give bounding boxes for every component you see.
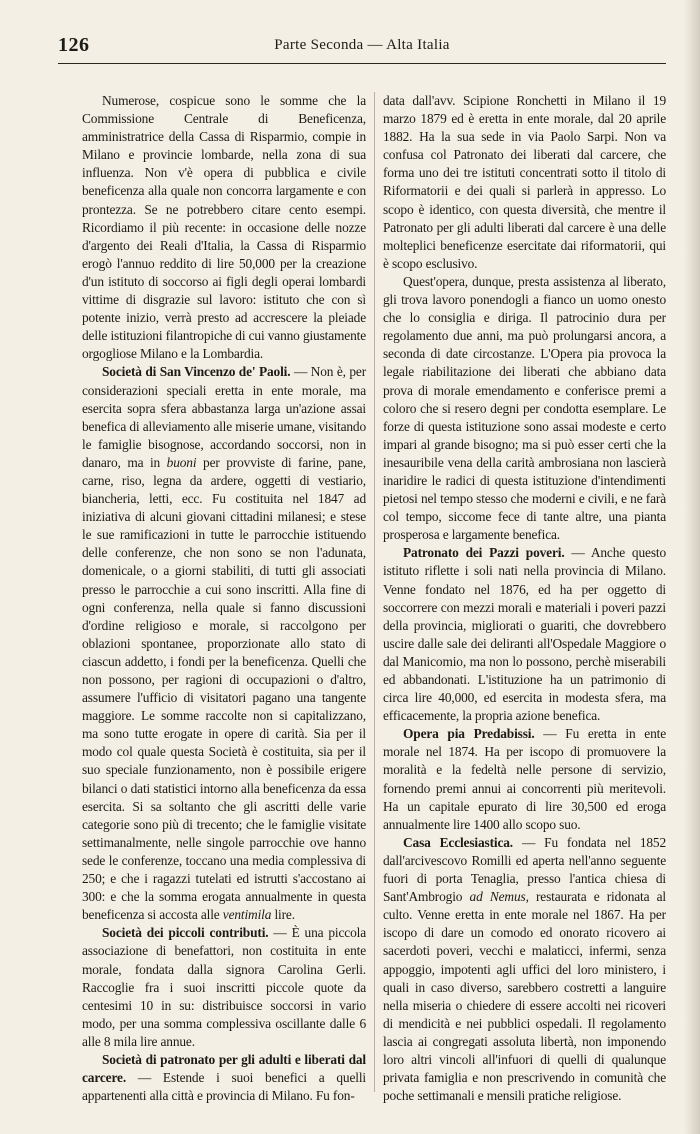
text-casa-ecclesiastica-b: , restaurata e ridonata al culto. Venne eretta in ente morale nel 1867. Ha per iscopo di dare un comodo ed onorato ricovero ai sacerdoti poveri, vecchi e malaticci, infermi, senza appoggio, impotenti agli uffici del loro ministero, i quali in caso diverso, sarebbero costretti a languire nella miseria o chiedere di essere accolti nei ricoveri di mendicità e nei pubblici ospedali. Il regolamento lascia ai congregati assoluta libertà, non imponendo loro altri vincoli all'infuori di quelli di qualunque privata famiglia e non prescrivendo in comunità che poche settimanali e mensili pratiche religiose. <box>383 889 667 1104</box>
paragraph-opera-assistenza: Quest'opera, dunque, presta assistenza al liberato, gli trova lavoro ponendogli a fianco un uomo onesto che lo consiglia e diriga. Il patrocinio dura per regolamento due anni, ma può prolungarsi ancora, a seconda di date circostanze. L'Opera pia provoca la legale riabilitazione dei liberati che abbiano data prova di morale emendamento e conferisce premi a coloro che si resero degni per condotta esemplare. Le forze di questa istituzione sono assai modeste e certo impari al grande bisogno; ma si può esser certi che la inesauribile vena della carità ambrosiana non lascierà inaridire le radici di questa istituzione d'intendimenti pietosi nel tempo stesso che moderni e civili, e ne farà col tempo, siccome fece di tante altre, una pianta prosperosa e largamente benefica. <box>383 273 666 543</box>
text-san-vincenzo-b: per provviste di farine, pane, carne, riso, legna da ardere, oggetti di vestiario, biancheria, letti, ecc. Fu costituita nel 1847 ad iniziativa di alcuni giovani cittadini milanesi; e stese le sue ramificazioni in tutte le parrocchie istituendo delle conferenze, che non sono se non l'adunata, domenicale, o a giorni stabiliti, di tutti gli associati presso le parrocchie a cui sono inscritti. Alla fine di ogni conferenza, nella quale si fanno discussioni d'ordine religioso e morale, si raccolgono per oblazioni spontanee, proporzionate allo stato di ciascun addetto, i fondi per la beneficenza. Quelli che non possono, per ragioni di occupazioni o d'altro, assumere l'ufficio di visitatori pagano una tangente maggiore. Le somme raccolte non si capitalizzano, ma sono tutte erogate in opere di carità. Sia per il modo col quale questa Società è costituita, sia per il suo speciale funzionamento, non è possibile erigere bilanci o dati statistici intorno alla beneficenza da essa esercita. Si sa soltanto che gli ascritti delle varie categorie sono più di trecento; che le famiglie visitate settimanalmente, nelle singole parrocchie ove hanno sede le conferenze, toccano una media complessiva di 250; e che i ragazzi tutelati ed istrutti s'accostano ai 300: e che la somma erogata annualmente in questa beneficenza si accosta alle <box>82 454 367 923</box>
page-number: 126 <box>58 34 90 56</box>
heading-piccoli-contributi: Società dei piccoli contributi. <box>102 925 269 941</box>
italic-ventimila: ventimila <box>222 907 272 923</box>
running-title: Parte Seconda — Alta Italia <box>274 37 450 53</box>
heading-san-vincenzo: Società di San Vincenzo de' Paoli. <box>102 364 291 380</box>
paragraph-pazzi-poveri <box>383 544 666 725</box>
italic-buoni: buoni <box>166 454 197 470</box>
text-san-vincenzo-c: lire. <box>271 907 295 923</box>
column-divider <box>374 92 375 1092</box>
heading-predabissi: Opera pia Predabissi. <box>403 726 535 742</box>
text-predabissi: — Fu eretta in ente morale nel 1874. Ha per iscopo di promuovere la moralità e la fedeltà nelle persone di servizio, fornendo premi annui ai concorrenti più meritevoli. Ha un capitale epurato di lire 30,500 ed eroga annualmente lire 1400 allo scopo suo. <box>383 726 666 832</box>
text-patronato-adulti: — Estende i suoi benefici a quelli appartenenti alla città e provincia di Milano. Fu fon- <box>82 1070 366 1104</box>
paragraph-predabissi <box>383 725 666 834</box>
paragraph-patronato-adulti <box>82 1051 366 1105</box>
page-edge-shadow <box>684 0 700 1134</box>
text-casa-ecclesiastica-a: — Fu fondata nel 1852 dall'arcivescovo Romilli ed aperta nell'anno seguente fuori di porta Tenaglia, presso l'antica chiesa di Sant'Ambrogio <box>383 834 667 905</box>
paragraph-patronato-adulti-continued: data dall'avv. Scipione Ronchetti in Milano il 19 marzo 1879 ed è eretta in ente morale, dal 20 aprile 1882. Ha la sua sede in via Paolo Sarpi. Non va confusa col Patronato dei liberati dal carcere, che forma uno dei tre istituti concentrati sotto il titolo di Riformatorii e dei quali si parlerà in appresso. Lo scopo è identico, con questa diversità, che mentre il Patronato per gli adulti liberati dal carcere è una delle molteplici beneficenze esercitate dai riformatorii, qui è scopo esclusivo. <box>383 93 666 271</box>
text-pazzi-poveri: — Anche questo istituto riflette i soli nati nella provincia di Milano. Venne fondato nel 1876, ed ha per oggetto di soccorrere con mezzi morali e materiali i poveri pazzi della provincia, migliorati o guariti, che dovrebbero uscire dalle sale dei deliranti all'Ospedale Maggiore o dal Manicomio, ma non lo possono, perchè miserabili ed abbandonati. L'istituzione ha un patrimonio di circa lire 40,000, ed esercita in modesta sfera, ma efficacemente, la propria azione benefica. <box>383 545 666 724</box>
heading-patronato-adulti: Società di patronato per gli adulti e liberati dal carcere. <box>82 1051 366 1086</box>
heading-casa-ecclesiastica: Casa Ecclesiastica. <box>403 834 514 850</box>
right-column <box>383 92 666 1105</box>
heading-pazzi-poveri: Patronato dei Pazzi poveri. <box>403 545 565 561</box>
left-column <box>82 92 366 1105</box>
paragraph-piccoli-contributi <box>82 924 366 1051</box>
text-piccoli-contributi: — È una piccola associazione di benefattori, non costituita in ente morale, fondata dalla signora Carolina Gerli. Raccoglie fra i suoi inscritti piccole quote da centesimi 10 in su: distribuisce soccorsi in vario modo, per una somma complessiva oscillante dalle 6 alle 8 mila lire annue. <box>82 925 366 1049</box>
italic-ad-nemus: ad Nemus <box>469 889 526 905</box>
paragraph-cassa-risparmio: Numerose, cospicue sono le somme che la Commissione Centrale di Beneficenza, amministratrice della Cassa di Risparmio, compie in Milano e provincie lombarde, nella zona di sua influenza. Non v'è opera di pubblica e civile beneficenza alla quale non concorra largamente e con prontezza. Se ne potrebbero citare cento esempi. Ricordiamo il più recente: in occasione delle nozze d'argento dei Reali d'Italia, la Cassa di Risparmio erogò l'annuo reddito di lire 50,000 per la creazione d'un istituto di soccorso ai figli degli operai lombardi vittime di disgrazie sul lavoro: istituto che con sì potente inizio, verrà presto ad accrescere la pleiade delle istituzioni filantropiche di cui vanno giustamente orgogliose Milano e la Lombardia. <box>82 93 366 362</box>
text-san-vincenzo-a: — Non è, per considerazioni speciali eretta in ente morale, ma esercita sopra sfera abbastanza larga un'azione assai benefica di alleviamento alle miserie umane, visitando le famiglie bisognose, accordando soccorsi, non in danaro, ma in <box>82 364 367 470</box>
paragraph-san-vincenzo <box>82 363 366 924</box>
page-header <box>58 34 666 58</box>
paragraph-casa-ecclesiastica <box>383 834 666 1105</box>
header-rule <box>58 63 666 64</box>
